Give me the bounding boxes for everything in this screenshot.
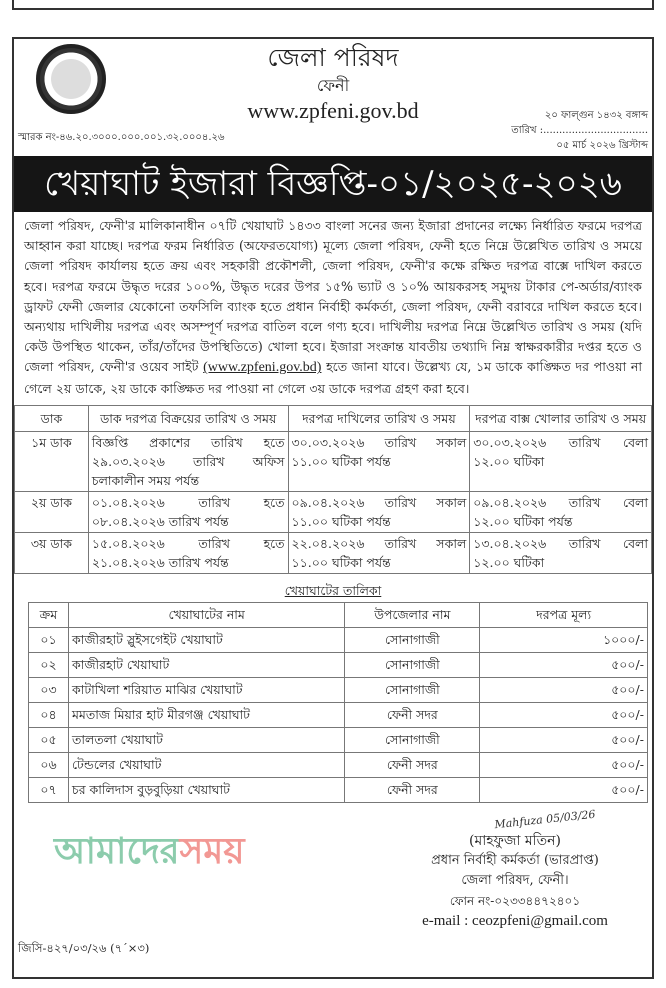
cell: ০৯.০৪.২০২৬ তারিখ বেলা ১২.০০ ঘটিকা পর্যন্ত <box>470 491 652 532</box>
header-cell: উপজেলার নাম <box>345 602 480 627</box>
date-bangla: ২০ ফাল্গুন ১৪৩২ বঙ্গাব্দ <box>544 110 648 121</box>
cell: বিজ্ঞপ্তি প্রকাশের তারিখ হতে ২৯.০৩.২০২৬ তারিখ অফিস চলাকালীন সময় পর্যন্ত <box>88 431 288 491</box>
cell: ফেনী সদর <box>345 702 480 727</box>
table-row <box>29 752 648 777</box>
body-text-end: হতে জানা যাবে। উল্লেখ্য যে, ১ম ডাকে কাঙ্ক্ষিত দর পাওয়া না গেলে ২য় ডাকে, ২য় ডাকে কাঙ্ক্ষিত দর পাওয়া না গেলে ৩য় ডাকে দরপত্র গ্রহণ করা হবে। <box>24 359 642 396</box>
cell: ৩য় ডাক <box>15 532 89 573</box>
signatory-phone: ফোন নং-০২৩৩৪৪৭২৪০১ <box>449 893 581 908</box>
cell: ০২ <box>29 652 69 677</box>
ghat-list-title: খেয়াঘাটের তালিকা <box>284 582 382 598</box>
signatory-name: (মাহফুজা মতিন) <box>468 832 562 849</box>
cell: ৫০০/- <box>480 752 648 777</box>
cell: ০৭ <box>29 777 69 802</box>
table-row <box>29 727 648 752</box>
notice-title: খেয়াঘাট ইজারা বিজ্ঞপ্তি-০১/২০২৫-২০২৬ <box>14 156 652 212</box>
cell: ১৫.০৪.২০২৬ তারিখ হতে ২১.০৪.২০২৬ তারিখ পর্যন্ত <box>88 532 288 573</box>
table-row <box>29 652 648 677</box>
signature-scribble: Mahfuza 05/03/26 <box>493 807 597 832</box>
notice-body <box>24 216 642 399</box>
table-row <box>29 627 648 652</box>
previous-notice-border <box>12 0 654 10</box>
cell: ২২.০৪.২০২৬ তারিখ সকাল ১১.০০ ঘটিকা পর্যন্ত <box>288 532 470 573</box>
cell: কাজীরহাট স্লুইসগেইট খেয়াঘাট <box>68 627 344 652</box>
cell: ২য় ডাক <box>15 491 89 532</box>
cell: ৩০.০৩.২০২৬ তারিখ বেলা ১২.০০ ঘটিকা <box>470 431 652 491</box>
footer-area <box>14 809 652 959</box>
signatory-office: জেলা পরিষদ, ফেনী। <box>461 872 569 888</box>
header-cell: ডাক <box>15 405 89 431</box>
cell: তালতলা খেয়াঘাট <box>68 727 344 752</box>
cell: টেন্ডলের খেয়াঘাট <box>68 752 344 777</box>
cell: সোনাগাজী <box>345 627 480 652</box>
cell: ৫০০/- <box>480 727 648 752</box>
signatory-designation: প্রধান নির্বাহী কর্মকর্তা (ভারপ্রাপ্ত) <box>431 852 599 868</box>
watermark-part2: সময় <box>179 829 245 872</box>
cell: ৫০০/- <box>480 652 648 677</box>
cell: মমতাজ মিয়ার হাট মীরগঞ্জ খেয়াঘাট <box>68 702 344 727</box>
watermark-part1: আমাদের <box>54 829 180 872</box>
website: www.zpfeni.gov.bd <box>247 98 419 123</box>
cell: ৫০০/- <box>480 702 648 727</box>
cell: ১০০০/- <box>480 627 648 652</box>
table-header-row <box>29 602 648 627</box>
table-row <box>15 491 652 532</box>
cell: চর কালিদাস বুড়বুড়িয়া খেয়াঘাট <box>68 777 344 802</box>
signature-block <box>380 809 650 931</box>
cell: ৫০০/- <box>480 777 648 802</box>
cell: কাজীরহাট খেয়াঘাট <box>68 652 344 677</box>
gd-number: জিসি-৪২৭/০৩/২৬ (৭´×৩) <box>18 940 150 955</box>
cell: ১ম ডাক <box>15 431 89 491</box>
header-cell: দরপত্র মূল্য <box>480 602 648 627</box>
office-name: জেলা পরিষদ <box>267 43 399 72</box>
header-cell: দরপত্র দাখিলের তারিখ ও সময় <box>288 405 470 431</box>
tender-schedule-table <box>14 405 652 574</box>
cell: ০৫ <box>29 727 69 752</box>
cell: ০৩ <box>29 677 69 702</box>
date-label: তারিখ :................................. <box>511 125 648 136</box>
cell: ৩০.০৩.২০২৬ তারিখ সকাল ১১.০০ ঘটিকা পর্যন্ত <box>288 431 470 491</box>
cell: ০৪ <box>29 702 69 727</box>
table-row <box>15 532 652 573</box>
table-row <box>29 677 648 702</box>
website-link[interactable]: (www.zpfeni.gov.bd) <box>203 360 322 376</box>
table-row <box>29 777 648 802</box>
watermark-logo <box>54 829 245 873</box>
district-name: ফেনী <box>316 76 350 95</box>
table-row <box>29 702 648 727</box>
date-english: ০৫ মার্চ ২০২৬ খ্রিস্টাব্দ <box>556 140 648 151</box>
cell: সোনাগাজী <box>345 677 480 702</box>
cell: ফেনী সদর <box>345 777 480 802</box>
ghat-list-table <box>28 602 648 803</box>
cell: কাটাখিলা শরিয়াত মাঝির খেয়াঘাট <box>68 677 344 702</box>
cell: ০১ <box>29 627 69 652</box>
header-cell: ডাক দরপত্র বিক্রয়ের তারিখ ও সময় <box>88 405 288 431</box>
signatory-email: e-mail : ceozpfeni@gmail.com <box>422 912 608 929</box>
cell: সোনাগাজী <box>345 652 480 677</box>
notice-content <box>14 216 652 959</box>
cell: ০১.০৪.২০২৬ তারিখ হতে ০৮.০৪.২০২৬ তারিখ পর্যন্ত <box>88 491 288 532</box>
table-row <box>15 431 652 491</box>
cell: ৫০০/- <box>480 677 648 702</box>
memo-number: স্মারক নং-৪৬.২০.৩০০০.০০০.০০১.৩২.০০০৪.২৬ <box>18 132 225 143</box>
cell: সোনাগাজী <box>345 727 480 752</box>
cell: ফেনী সদর <box>345 752 480 777</box>
header-cell: খেয়াঘাটের নাম <box>68 602 344 627</box>
cell: ১৩.০৪.২০২৬ তারিখ বেলা ১২.০০ ঘটিকা <box>470 532 652 573</box>
cell: ০৬ <box>29 752 69 777</box>
table-header-row <box>15 405 652 431</box>
cell: ০৯.০৪.২০২৬ তারিখ সকাল ১১.০০ ঘটিকা পর্যন্ত <box>288 491 470 532</box>
header-cell: ক্রম <box>29 602 69 627</box>
header-cell: দরপত্র বাক্স খোলার তারিখ ও সময় <box>470 405 652 431</box>
body-text: জেলা পরিষদ, ফেনী'র মালিকানাধীন ০৭টি খেয়াঘাট ১৪৩৩ বাংলা সনের জন্য ইজারা প্রদানের লক্ষ্যে নির্ধারিত ফরমে দরপত্র আহ্বান করা যাচ্ছে। দরপত্র ফরম নির্ধারিত (অফেরতযোগ্য) মূল্যে জেলা পরিষদ, ফেনী হতে নিম্নে উল্লেখিত তারিখ ও সময়ে জেলা পরিষদ কার্যালয় হতে ক্রয় এবং সহকারী প্রকৌশলী, জেলা পরিষদ, ফেনী'র কক্ষে রক্ষিত দরপত্র বাক্সে দাখিল করতে হবে। দরপত্র ফরমে উদ্ধৃত দরের ১০০%, উদ্ধৃত দরের উপর ১৫% ভ্যাট ও ১০% আয়করসহ সমুদয় টাকার পে-অর্ডার/ব্যাংক ড্রাফট ফেনী জেলার যেকোনো তফসিলি ব্যাংক হতে প্রধান নির্বাহী কর্মকর্তা, জেলা পরিষদ, ফেনী বরাবরে দাখিল করতে হবে। অন্যথায় দাখিলীয় দরপত্র এবং অসম্পূর্ণ দরপত্র বাতিল বলে গণ্য হবে। দাখিলীয় দরপত্র নিম্নে উল্লেখিত তারিখ ও সময় (যদি কেউ উপস্থিত থাকেন, তাঁর/তাঁদের উপস্থিতিতে) খোলা হবে। ইজারা সংক্রান্ত যাবতীয় তথ্যাদি নিম্ন স্বাক্ষরকারীর দপ্তর হতে ও জেলা পরিষদ, ফেনী'র ওয়েব সাইট <box>24 218 642 375</box>
